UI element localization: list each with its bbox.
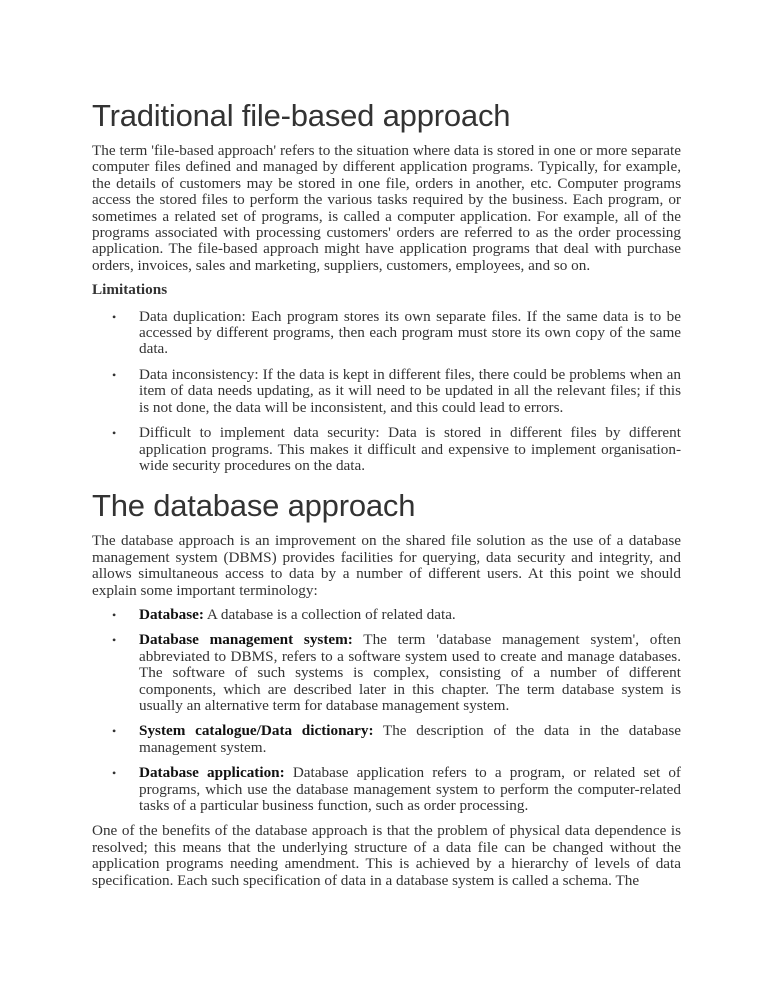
list-item xyxy=(92,309,681,358)
subheading-limitations: Limitations xyxy=(92,281,168,299)
list-item xyxy=(92,723,681,756)
term-definition: The description of the data in the database management system. xyxy=(139,722,681,756)
term-definition: The term 'database management system', often abbreviated to DBMS, refers to a software system used to create and manage databases. The software of such systems is complex, consisting of a number of different components, which are described later in this chapter. The term database system is usually an alternative term for database management system. xyxy=(139,631,681,714)
bullet-icon: • xyxy=(112,367,117,382)
document-page xyxy=(92,98,681,897)
term-label: Database: xyxy=(139,605,204,623)
paragraph-database-intro: The database approach is an improvement on the shared file solution as the use of a database management system (DBMS) provides facilities for querying, data security and integrity, and allows simultaneous access to data by a number of different users. At this point we should explain some important terminology: xyxy=(92,532,681,599)
list-item xyxy=(92,632,681,714)
paragraph-database-benefits: One of the benefits of the database approach is that the problem of physical data dependence is resolved; this means that the underlying structure of a data file can be changed without the application programs needing amendment. This is achieved by a hierarchy of levels of data specification. Each such specification of data in a database system is called a schema. The xyxy=(92,822,681,889)
term-definition: A database is a collection of related data. xyxy=(203,605,456,623)
bullet-icon: • xyxy=(112,724,117,739)
heading-database-approach: The database approach xyxy=(92,488,416,524)
bullet-icon: • xyxy=(112,607,117,622)
bullet-icon: • xyxy=(112,766,117,781)
terminology-list xyxy=(92,607,681,814)
term-definition: Database application refers to a program, or related set of programs, which use the database management system to perform the computer-related tasks of a particular business function, such as order processing. xyxy=(139,764,681,814)
bullet-icon: • xyxy=(112,309,117,324)
bullet-icon: • xyxy=(112,426,117,441)
list-item xyxy=(92,367,681,416)
bullet-icon: • xyxy=(112,633,117,648)
list-item-text: Difficult to implement data security: Data is stored in different files by different application programs. This makes it difficult and expensive to implement organisation-wide security procedures on the data. xyxy=(139,424,681,474)
list-item-text: Data inconsistency: If the data is kept in different files, there could be problems when an item of data needs updating, as it will need to be updated in all the relevant files; if this is not done, the data will be inconsistent, and this could lead to errors. xyxy=(139,365,681,416)
heading-file-based-approach: Traditional file-based approach xyxy=(92,98,511,133)
list-item xyxy=(92,765,681,814)
term-label: Database management system: xyxy=(139,631,353,649)
limitations-list xyxy=(92,309,681,475)
list-item-text: Data duplication: Each program stores its own separate files. If the same data is to be accessed by different programs, then each program must store its own copy of the same data. xyxy=(139,307,681,358)
term-label: Database application: xyxy=(139,764,285,782)
term-label: System catalogue/Data dictionary: xyxy=(139,722,374,740)
list-item xyxy=(92,607,681,623)
paragraph-file-based-intro: The term 'file-based approach' refers to the situation where data is stored in one or more separate computer files defined and managed by different application programs. Typically, for example, the details of customers may be stored in one file, orders in another, etc. Computer programs access the stored files to perform the various tasks required by the business. Each program, or sometimes a related set of programs, is called a computer application. For example, all of the programs associated with processing customers' orders are referred to as the order processing application. The file-based approach might have application programs that deal with purchase orders, invoices, sales and marketing, suppliers, customers, employees, and so on. xyxy=(92,142,681,274)
list-item xyxy=(92,425,681,474)
